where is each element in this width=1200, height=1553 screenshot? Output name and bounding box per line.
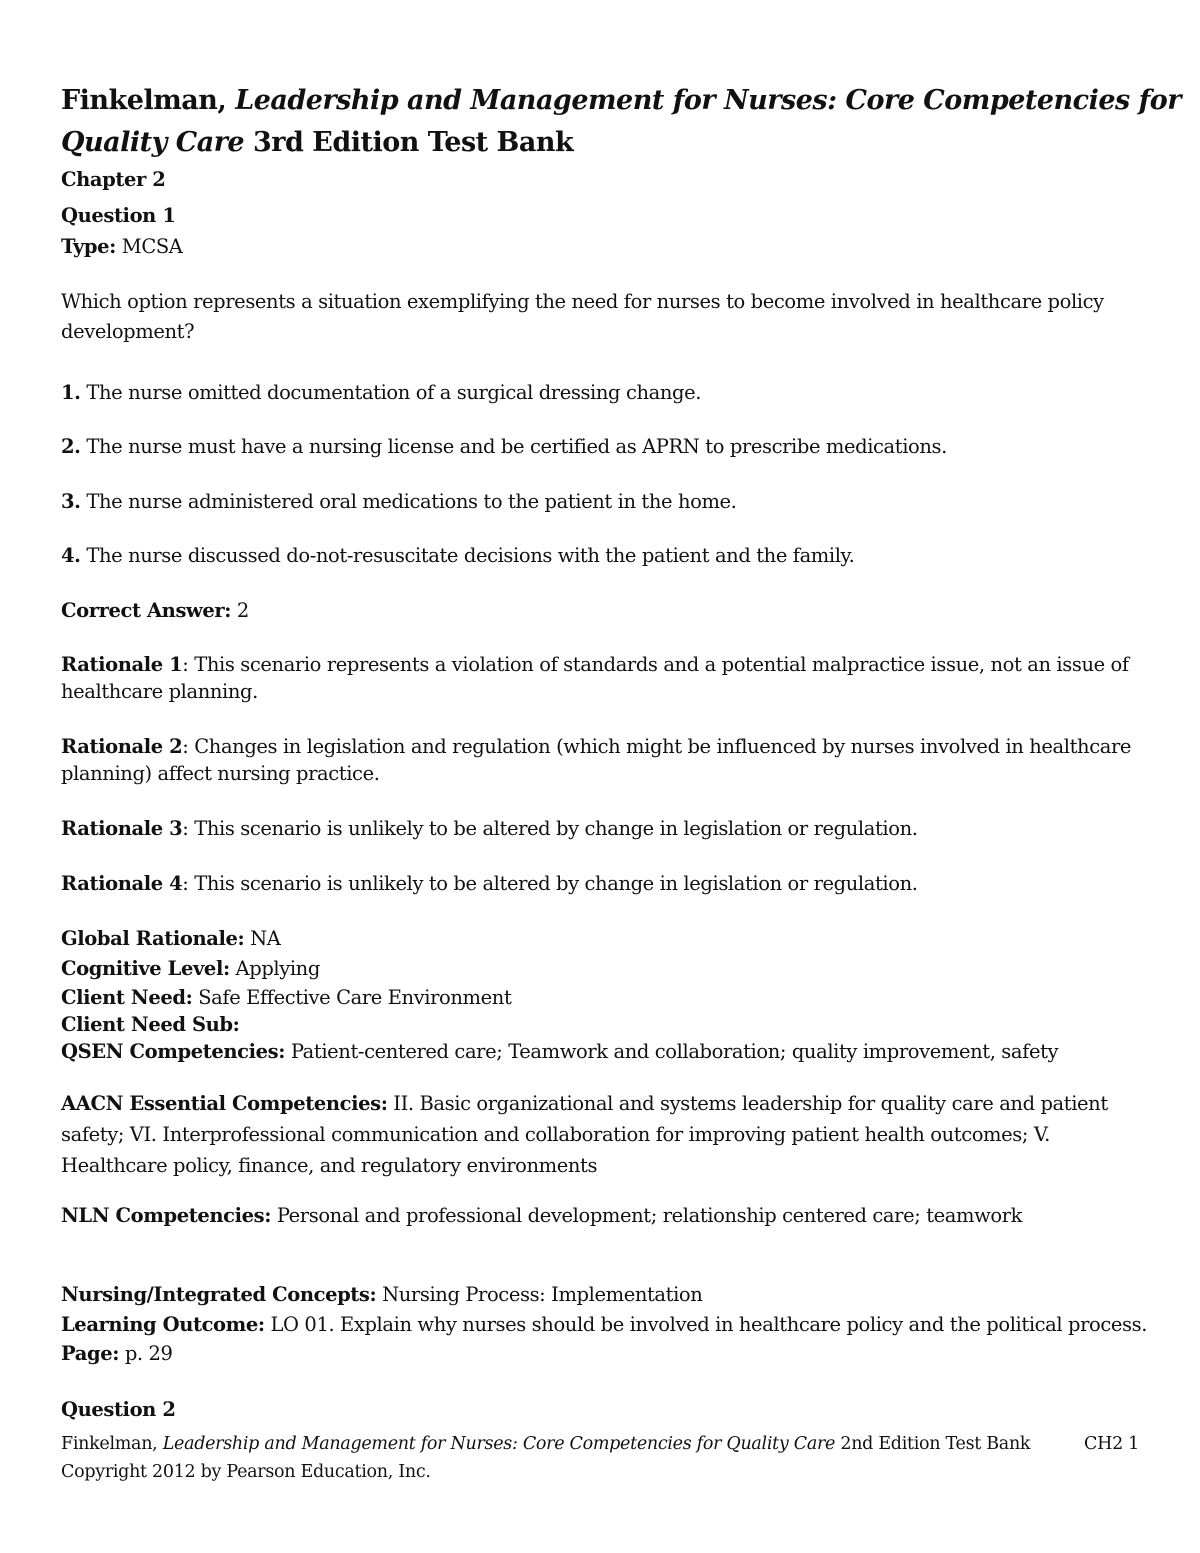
rationale-text-cont: planning) affect nursing practice. xyxy=(61,762,380,785)
nursing-concepts xyxy=(61,1280,1141,1310)
rationale-label: Rationale 2 xyxy=(61,735,183,758)
page-reference xyxy=(61,1339,1141,1369)
option-1 xyxy=(61,378,1141,408)
rationale-text: : This scenario is unlikely to be altered by change in legislation or regulation. xyxy=(182,817,918,840)
meta-value: Patient-centered care; Teamwork and collaboration; quality improvement, safety xyxy=(285,1040,1059,1063)
footer-suffix: 2nd Edition Test Bank xyxy=(835,1434,1031,1454)
global-rationale xyxy=(61,924,1141,954)
meta-value: p. 29 xyxy=(119,1342,173,1365)
meta-value: II. Basic organizational and systems leadership for quality care and patient xyxy=(387,1092,1108,1115)
meta-label: Client Need Sub: xyxy=(61,1013,240,1036)
learning-outcome xyxy=(61,1310,1148,1340)
meta-label: Global Rationale: xyxy=(61,927,245,950)
rationale-label: Rationale 3 xyxy=(61,817,183,840)
rationale-label: Rationale 1 xyxy=(61,653,183,676)
client-need-sub xyxy=(61,1010,1141,1040)
rationale-2 xyxy=(61,733,1141,787)
qsen-competencies xyxy=(61,1037,1141,1067)
document-title xyxy=(61,80,1182,122)
title-book-line1: Leadership and Management for Nurses: Core Competencies for xyxy=(235,85,1182,116)
nln-competencies xyxy=(61,1201,1141,1231)
meta-value: LO 01. Explain why nurses should be involved in healthcare policy and the political process. xyxy=(264,1313,1148,1336)
rationale-3 xyxy=(61,814,1141,844)
option-number: 2. xyxy=(61,435,81,458)
option-number: 3. xyxy=(61,490,81,513)
meta-value-cont: Healthcare policy, finance, and regulatory environments xyxy=(61,1154,598,1177)
footer-author: Finkelman, xyxy=(61,1434,163,1454)
question1-heading: Question 1 xyxy=(61,204,176,227)
page-footer xyxy=(61,1430,1061,1458)
meta-label: Nursing/Integrated Concepts: xyxy=(61,1283,377,1306)
aacn-competencies xyxy=(61,1088,1141,1181)
stem-line2: development? xyxy=(61,320,195,343)
stem-line1: Which option represents a situation exemplifying the need for nurses to become involved in healthcare policy xyxy=(61,290,1104,313)
correct-answer xyxy=(61,596,1141,626)
answer-value: 2 xyxy=(231,599,249,622)
meta-label: Learning Outcome: xyxy=(61,1313,265,1336)
option-text: The nurse omitted documentation of a surgical dressing change. xyxy=(80,381,702,404)
meta-value: NA xyxy=(244,927,281,950)
title-author: Finkelman xyxy=(61,85,218,116)
option-2 xyxy=(61,432,1141,462)
meta-label: Client Need: xyxy=(61,986,193,1009)
question-heading xyxy=(61,201,1141,231)
meta-value: Safe Effective Care Environment xyxy=(192,986,512,1009)
title-suffix: 3rd Edition Test Bank xyxy=(244,127,574,158)
rationale-text: : This scenario represents a violation of standards and a potential malpractice issue, not an issue of xyxy=(182,653,1129,676)
type-value: MCSA xyxy=(115,235,183,258)
rationale-label: Rationale 4 xyxy=(61,872,183,895)
question-stem xyxy=(61,287,1141,347)
rationale-1 xyxy=(61,651,1141,705)
title-book-line2: Quality Care xyxy=(61,127,245,158)
type-label: Type: xyxy=(61,235,116,258)
option-number: 4. xyxy=(61,544,81,567)
question-type xyxy=(61,232,1141,262)
meta-value: Personal and professional development; relationship centered care; teamwork xyxy=(271,1204,1023,1227)
option-3 xyxy=(61,487,1141,517)
footer-page-ref: CH2 1 xyxy=(1084,1434,1139,1454)
answer-label: Correct Answer: xyxy=(61,599,232,622)
title-sep: , xyxy=(217,85,236,116)
meta-label: Page: xyxy=(61,1342,120,1365)
question2-heading: Question 2 xyxy=(61,1398,176,1421)
meta-label: Cognitive Level: xyxy=(61,957,230,980)
meta-label: NLN Competencies: xyxy=(61,1204,272,1227)
option-number: 1. xyxy=(61,381,81,404)
client-need xyxy=(61,983,1141,1013)
document-title-line2 xyxy=(61,122,1141,164)
rationale-4 xyxy=(61,869,1141,899)
chapter-label: Chapter 2 xyxy=(61,168,166,191)
option-text: The nurse must have a nursing license and be certified as APRN to prescribe medications. xyxy=(80,435,947,458)
question-heading xyxy=(61,1395,1141,1425)
option-4 xyxy=(61,541,1141,571)
rationale-text: : Changes in legislation and regulation (which might be influenced by nurses involved in healthcare xyxy=(182,735,1132,758)
option-text: The nurse administered oral medications to the patient in the home. xyxy=(80,490,737,513)
rationale-text: : This scenario is unlikely to be altered by change in legislation or regulation. xyxy=(182,872,918,895)
meta-value: Applying xyxy=(229,957,320,980)
cognitive-level xyxy=(61,954,1141,984)
rationale-text-cont: healthcare planning. xyxy=(61,680,258,703)
option-text: The nurse discussed do-not-resuscitate decisions with the patient and the family. xyxy=(80,544,855,567)
meta-label: QSEN Competencies: xyxy=(61,1040,286,1063)
footer-copyright: Copyright 2012 by Pearson Education, Inc. xyxy=(61,1462,431,1482)
meta-value: Nursing Process: Implementation xyxy=(376,1283,703,1306)
meta-value-cont: safety; VI. Interprofessional communication and collaboration for improving patient health outcomes; V. xyxy=(61,1123,1050,1146)
footer-book: Leadership and Management for Nurses: Core Competencies for Quality Care xyxy=(162,1434,836,1454)
chapter-heading xyxy=(61,165,1141,195)
meta-label: AACN Essential Competencies: xyxy=(61,1092,388,1115)
